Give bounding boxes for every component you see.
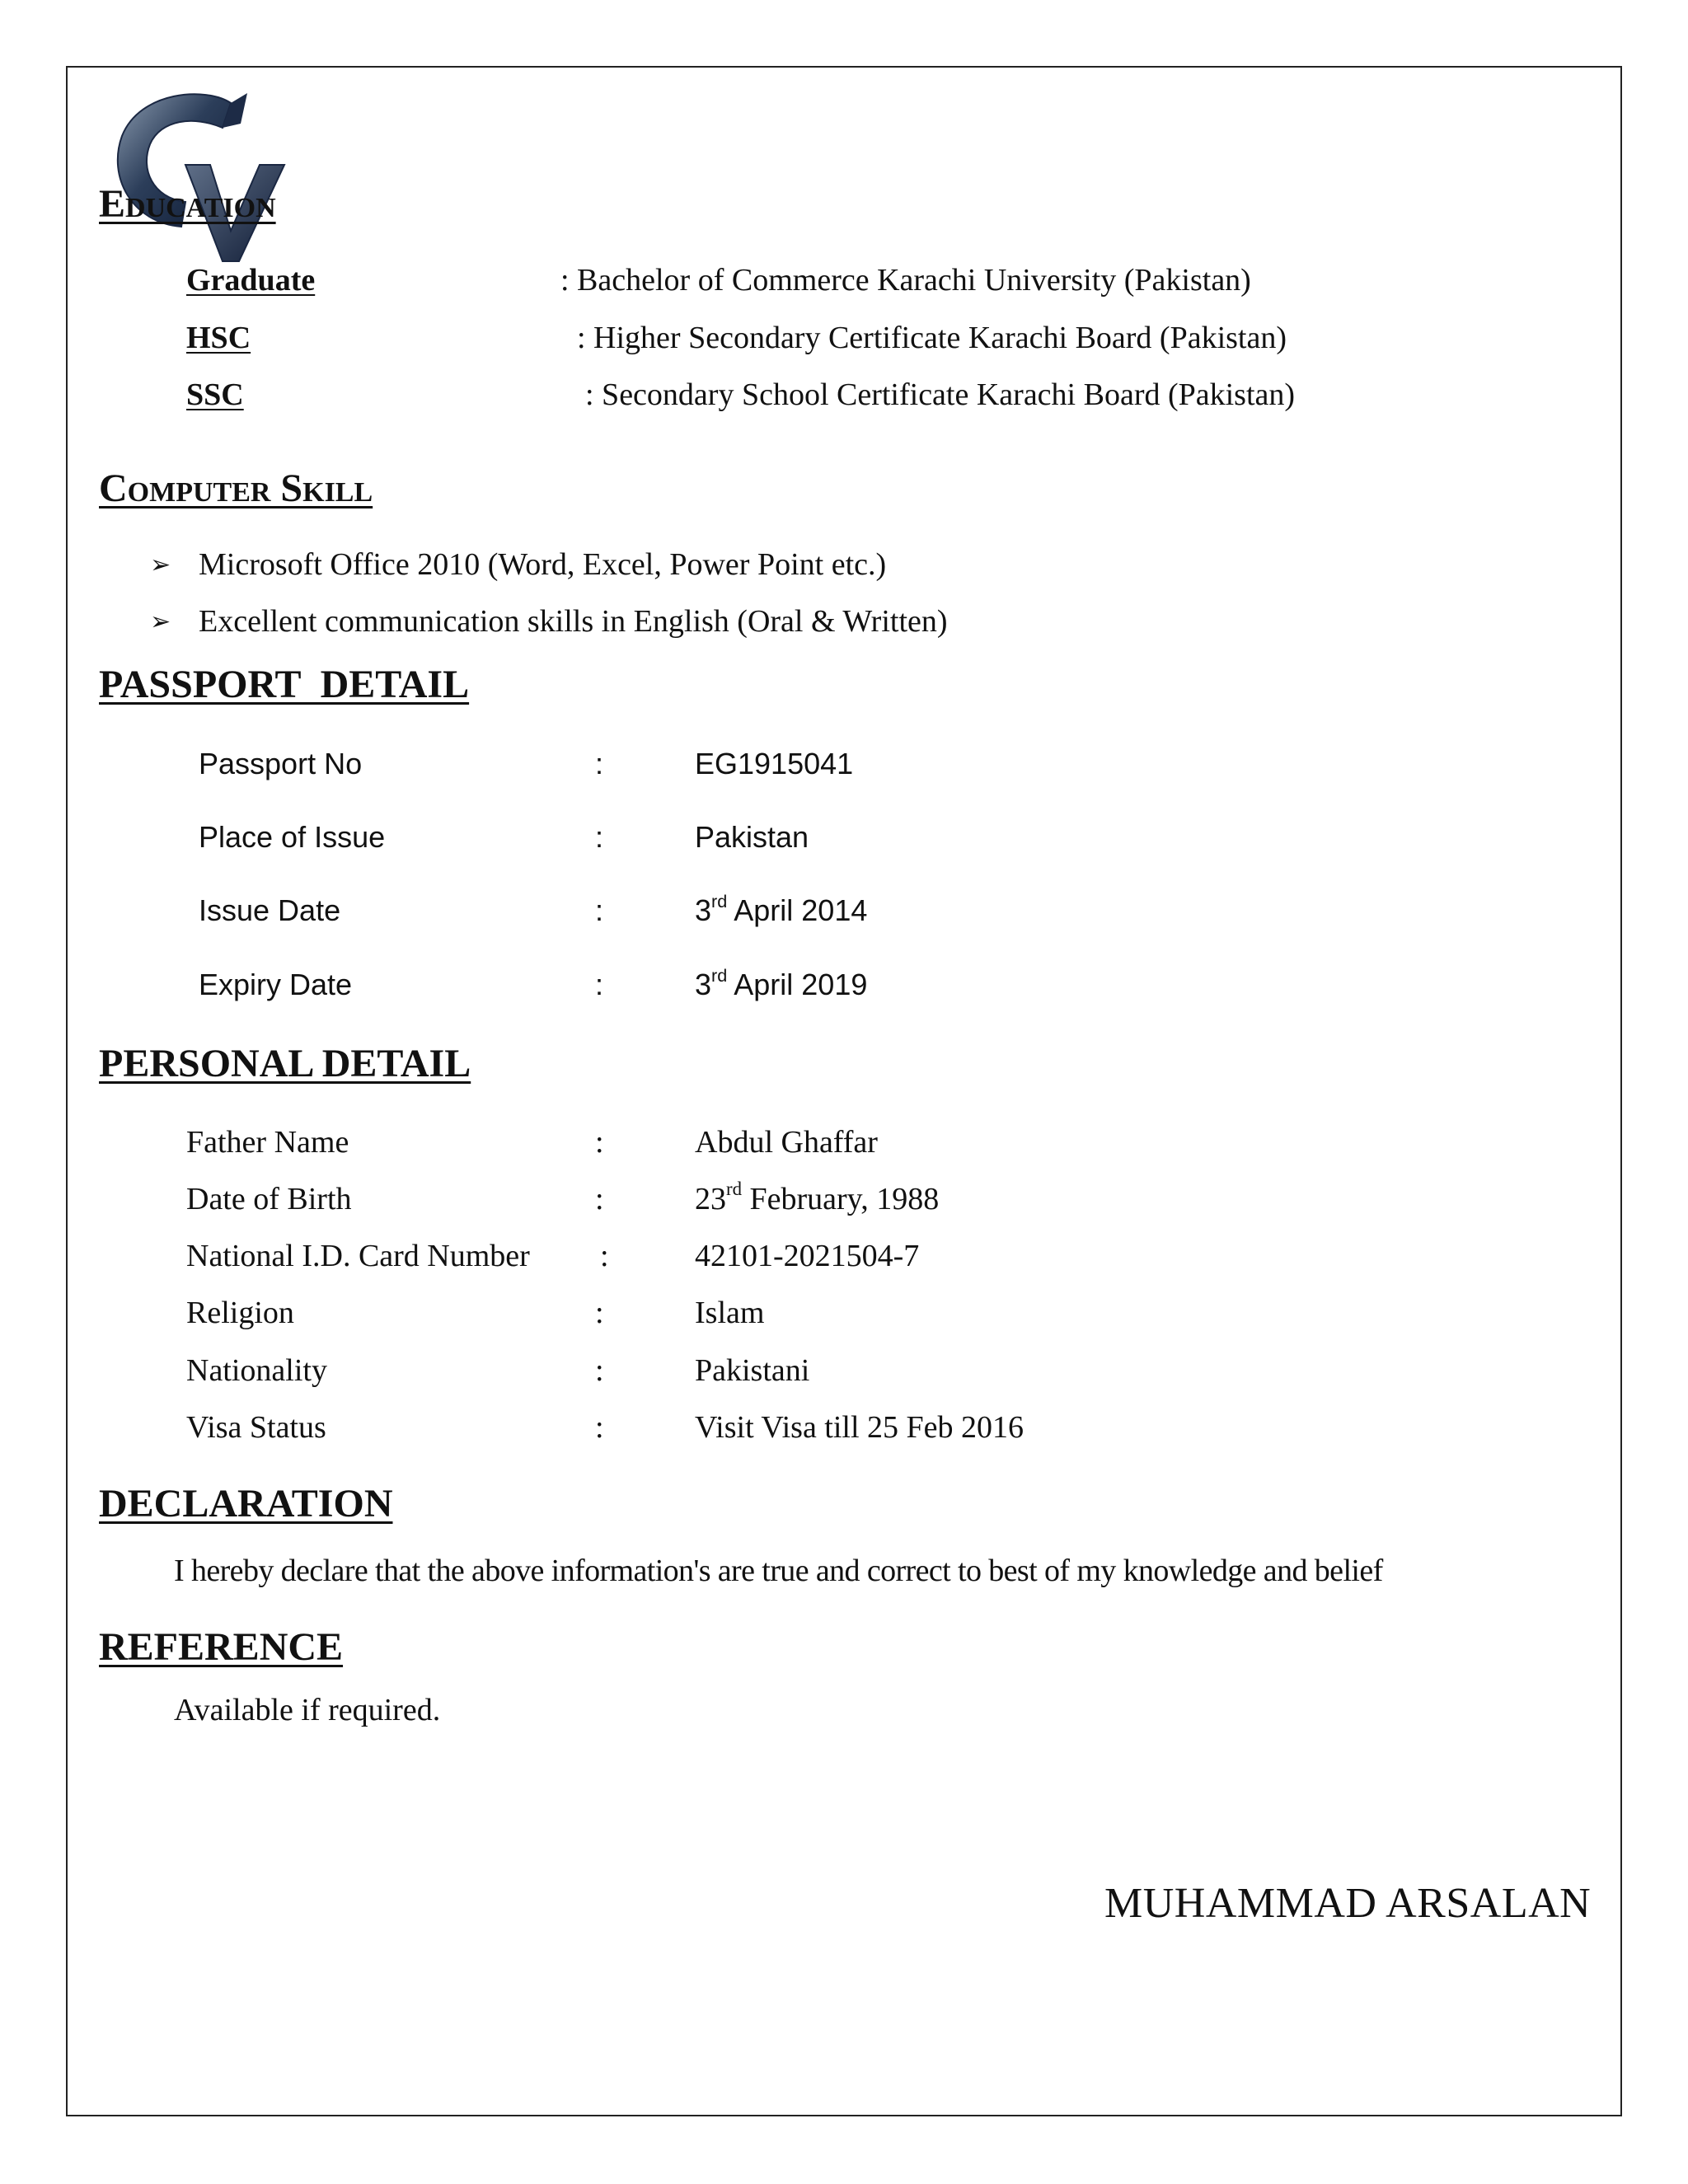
education-value-ssc: : Secondary School Certificate Karachi Board (Pakistan) xyxy=(585,377,1296,412)
place-of-issue-value: Pakistan xyxy=(695,820,809,854)
education-value-hsc: : Higher Secondary Certificate Karachi Board (Pakistan) xyxy=(577,321,1287,355)
passport-colon: : xyxy=(595,820,604,854)
bullet-arrow-icon: ➢ xyxy=(150,551,171,579)
passport-label: Expiry Date xyxy=(199,968,353,1001)
personal-label: Nationality xyxy=(186,1353,327,1388)
declaration-text: I hereby declare that the above information's are true and correct to best of my knowledge and belief xyxy=(174,1554,1383,1588)
visa-status-value: Visit Visa till 25 Feb 2016 xyxy=(695,1410,1025,1445)
computer-skill-heading: Computer Skill xyxy=(99,466,373,510)
page-border xyxy=(66,66,1622,2116)
education-label-hsc: HSC xyxy=(186,321,251,355)
father-name-value: Abdul Ghaffar xyxy=(695,1125,878,1160)
reference-text: Available if required. xyxy=(174,1693,441,1727)
nationality-value: Pakistani xyxy=(695,1353,810,1388)
reference-heading: REFERENCE xyxy=(99,1625,344,1669)
signature-name: MUHAMMAD ARSALAN xyxy=(1104,1880,1592,1927)
religion-value: Islam xyxy=(695,1296,765,1330)
passport-number-value: EG1915041 xyxy=(695,747,854,780)
personal-label: Visa Status xyxy=(186,1410,326,1445)
date-of-birth-value: 23rd February, 1988 xyxy=(695,1178,940,1216)
passport-colon: : xyxy=(595,747,604,780)
skill-item: Microsoft Office 2010 (Word, Excel, Power Point etc.) xyxy=(199,547,887,582)
personal-colon: : xyxy=(595,1182,604,1216)
personal-colon: : xyxy=(595,1125,604,1160)
personal-label: Father Name xyxy=(186,1125,349,1160)
passport-label: Place of Issue xyxy=(199,820,386,854)
issue-date-value: 3rd April 2014 xyxy=(695,890,868,927)
skill-item: Excellent communication skills in English (Oral & Written) xyxy=(199,604,948,639)
expiry-date-value: 3rd April 2019 xyxy=(695,964,868,1001)
personal-label: Religion xyxy=(186,1296,294,1330)
personal-colon: : xyxy=(600,1239,609,1273)
passport-colon: : xyxy=(595,893,604,927)
declaration-heading: DECLARATION xyxy=(99,1482,393,1526)
personal-colon: : xyxy=(595,1353,604,1388)
education-label-ssc: SSC xyxy=(186,377,244,412)
education-label-graduate: Graduate xyxy=(186,263,316,298)
passport-label: Passport No xyxy=(199,747,363,780)
education-value-graduate: : Bachelor of Commerce Karachi University (Pakistan) xyxy=(560,263,1251,298)
personal-label: National I.D. Card Number xyxy=(186,1239,530,1273)
national-id-value: 42101-2021504-7 xyxy=(695,1239,920,1273)
education-heading: Education xyxy=(99,182,276,226)
personal-colon: : xyxy=(595,1296,604,1330)
passport-colon: : xyxy=(595,968,604,1001)
passport-label: Issue Date xyxy=(199,893,341,927)
personal-colon: : xyxy=(595,1410,604,1445)
cv-logo-icon xyxy=(107,87,297,264)
passport-heading: PASSPORT DETAIL xyxy=(99,663,470,706)
bullet-arrow-icon: ➢ xyxy=(150,607,171,636)
personal-heading: PERSONAL DETAIL xyxy=(99,1042,471,1085)
personal-label: Date of Birth xyxy=(186,1182,352,1216)
